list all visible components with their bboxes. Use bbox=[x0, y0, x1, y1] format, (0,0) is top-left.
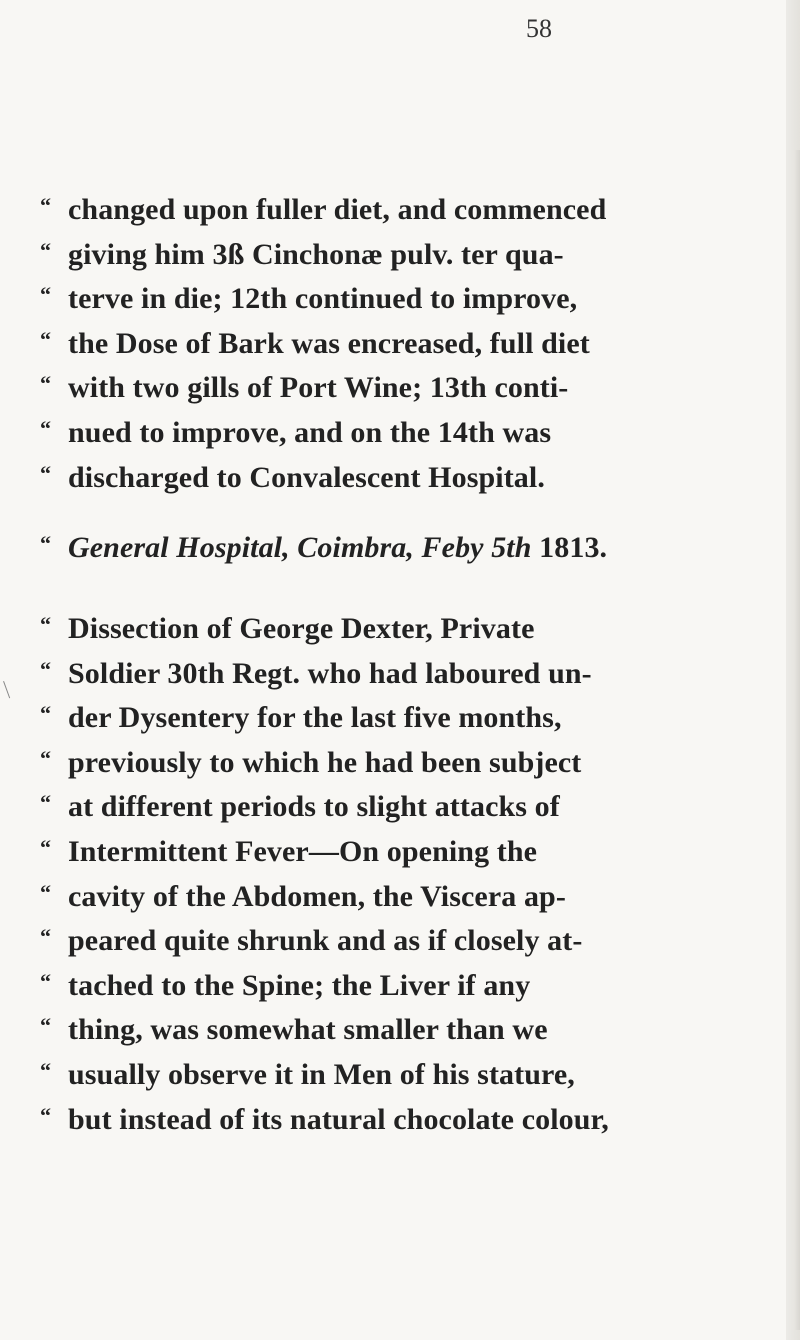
text-line: “ peared quite shrunk and as if closely at- bbox=[40, 924, 583, 958]
dateline bbox=[40, 522, 762, 567]
text-line: “ tached to the Spine; the Liver if any bbox=[40, 968, 531, 1002]
ink-mark bbox=[3, 680, 14, 699]
text-line: “ the Dose of Bark was encreased, full diet bbox=[40, 326, 590, 360]
text-line: “ discharged to Convalescent Hospital. bbox=[40, 460, 545, 494]
text-line: “ at different periods to slight attacks of bbox=[40, 790, 560, 824]
text-line: “ previously to which he had been subject bbox=[40, 745, 582, 779]
text-line: “ usually observe it in Men of his stature, bbox=[40, 1057, 575, 1091]
page-shadow bbox=[794, 150, 800, 1330]
dateline-line: “ General Hospital, Coimbra, Feby 5th 1813. bbox=[40, 531, 608, 564]
paragraph-dissection bbox=[40, 603, 762, 1138]
text-line: “ terve in die; 12th continued to improve, bbox=[40, 282, 578, 316]
text-line: “ cavity of the Abdomen, the Viscera ap- bbox=[40, 879, 566, 913]
text-line: “ changed upon fuller diet, and commenced bbox=[40, 193, 607, 226]
text-line: “ with two gills of Port Wine; 13th conti- bbox=[40, 371, 569, 405]
text-line: “ der Dysentery for the last five months, bbox=[40, 701, 562, 735]
text-line: “ Intermittent Fever—On opening the bbox=[40, 834, 538, 868]
text-line: “ nued to improve, and on the 14th was bbox=[40, 415, 552, 449]
text-line: “ Dissection of George Dexter, Private bbox=[40, 612, 535, 645]
paragraph-treatment bbox=[40, 184, 762, 496]
text-line: “ but instead of its natural chocolate colour, bbox=[40, 1102, 609, 1136]
text-line: “ thing, was somewhat smaller than we bbox=[40, 1013, 548, 1047]
text-line: “ Soldier 30th Regt. who had laboured un- bbox=[40, 656, 592, 690]
page-number: 58 bbox=[526, 14, 552, 43]
text-line: “ giving him 3ß Cinchonæ pulv. ter qua- bbox=[40, 237, 564, 271]
